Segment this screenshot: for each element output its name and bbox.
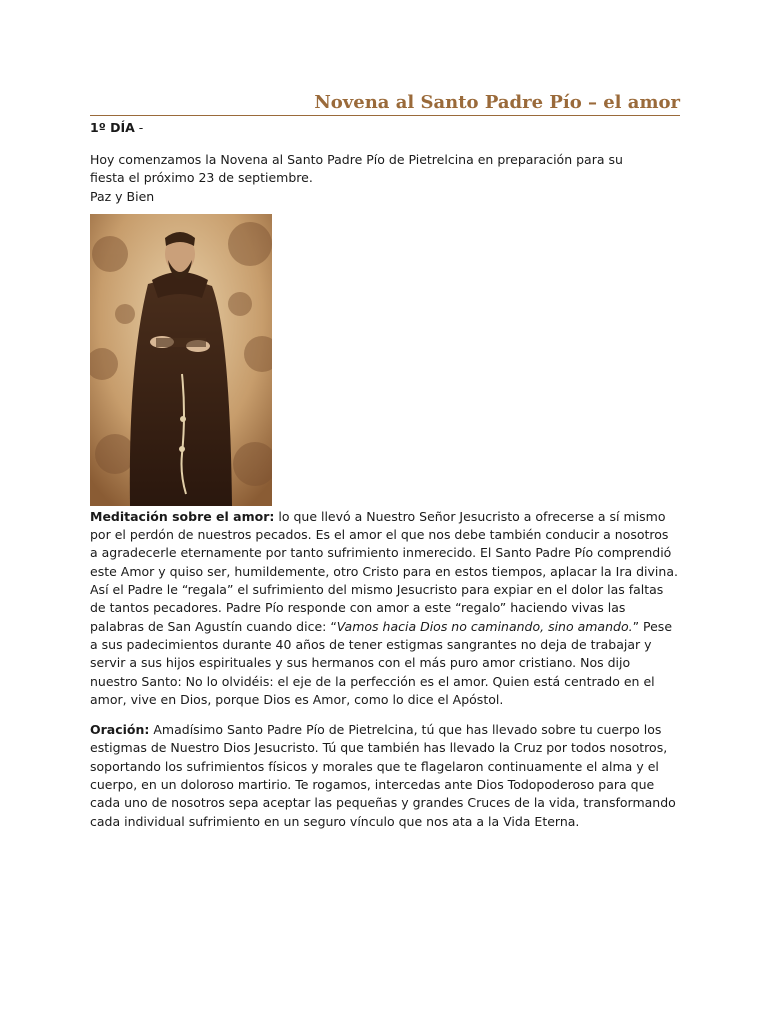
intro-line-3: Paz y Bien <box>90 188 155 204</box>
padre-pio-photo <box>90 214 272 506</box>
prayer-text: Amadísimo Santo Padre Pío de Pietrelcina, tú que has llevado sobre tu cuerpo los estigmas de Nuestro Dios Jesucristo. Tú que también has llevado la Cruz por todos nosotros, soportando los sufrimientos físicos y morales que te flagelaron continuamente el alma y el cuerpo, en un doloroso martirio. Te rogamos, intercedas ante Dios Todopoderoso para que cada uno de nosotros sepa aceptar las pequeñas y grandes Cruces de la vida, transformando cada individual sufrimiento en un seguro vínculo que nos ata a la Vida Eterna. <box>90 722 676 829</box>
intro-line-2: fiesta el próximo 23 de septiembre. <box>90 170 313 186</box>
day-label: 1º DÍA <box>90 120 135 135</box>
meditation-label: Meditación sobre el amor: <box>90 508 275 524</box>
prayer-label: Oración: <box>90 722 150 738</box>
meditation-text-1: lo que llevó a Nuestro Señor Jesucristo a ofrecerse a sí mismo por el perdón de nuestros pecados. Es el amor el que nos debe también conducir a nosotros a agradecerle eternamente por tanto sufrimiento inmerecido. El Santo Padre Pío comprendió este Amor y quiso ser, humildemente, otro Cristo para en estos tiempos, aplacar la Ira divina. Así el Padre le “regala” el sufrimiento del mismo Jesucristo para expiar en el dolor las faltas de tantos pecadores. Padre Pío responde con amor a este “regalo” haciendo vivas las palabras de San Agustín cuando dice: “ <box>90 508 678 634</box>
meditation-text-2: ” Pese a sus padecimientos durante 40 años de tener estigmas sangrantes no deja de trabajar y servir a sus hijos espirituales y sus hermanos con el más puro amor cristiano. Nos dijo nuestro Santo: No lo olvidéis: el eje de la perfección es el amor. Quien está centrado en el amor, vive en Dios, porque Dios es Amor, como lo dice el Apóstol. <box>90 618 673 707</box>
day-heading <box>90 120 680 135</box>
augustine-quote: Vamos hacia Dios no caminando, sino amando. <box>336 618 633 634</box>
meditation-paragraph <box>90 508 680 709</box>
page-title: Novena al Santo Padre Pío – el amor <box>90 92 680 116</box>
intro-paragraph <box>90 151 680 206</box>
document-page <box>90 92 680 831</box>
prayer-paragraph <box>90 721 680 831</box>
day-suffix: - <box>134 120 144 135</box>
intro-line-1: Hoy comenzamos la Novena al Santo Padre Pío de Pietrelcina en preparación para su <box>90 152 623 167</box>
